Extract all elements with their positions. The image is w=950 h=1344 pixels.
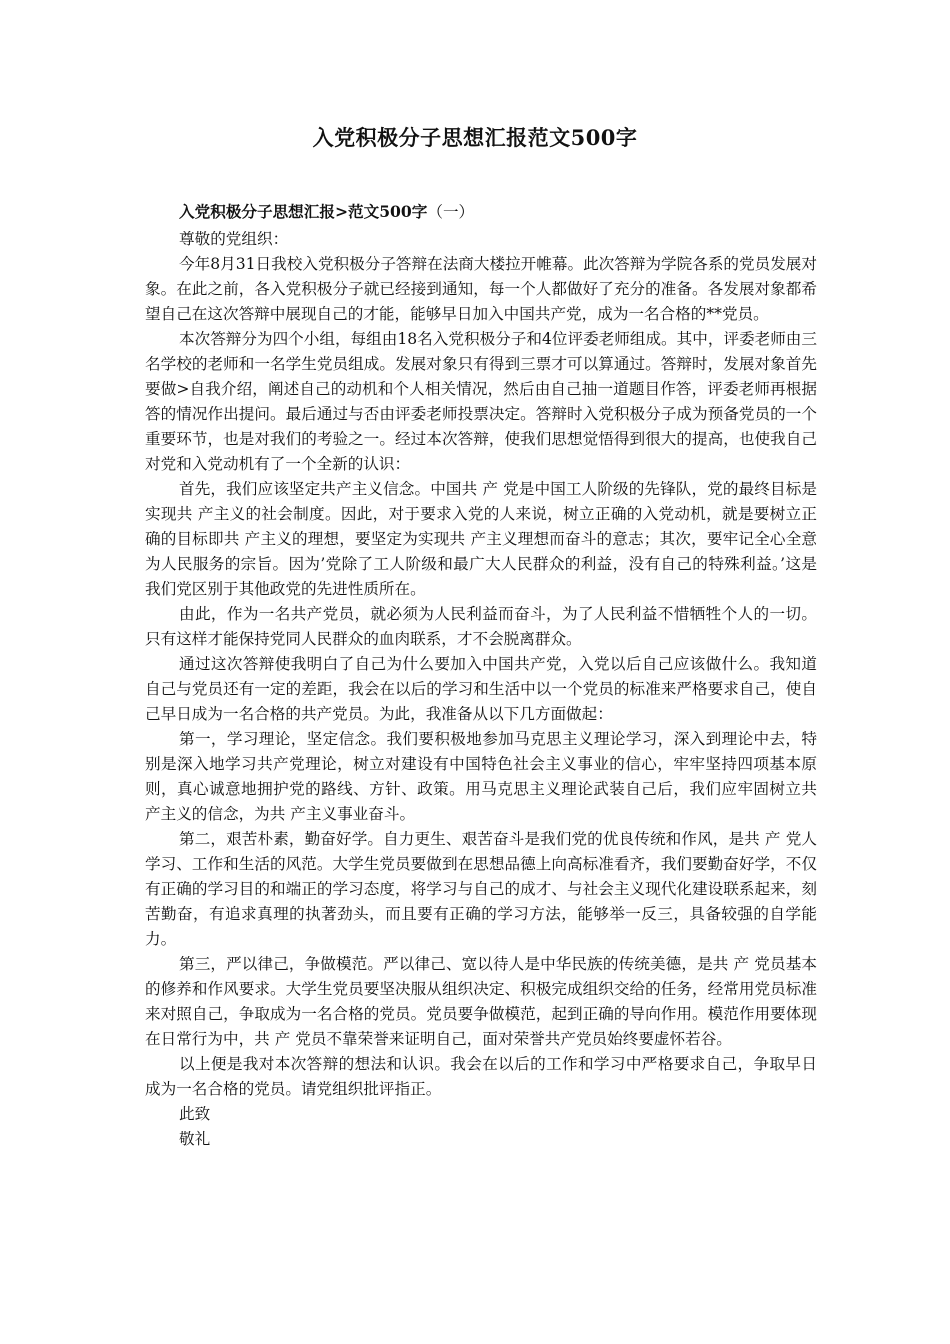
paragraph-point-one: 第一，学习理论，坚定信念。我们要积极地参加马克思主义理论学习，深入到理论中去，特别是深入地学习共产党理论，树立对建设有中国特色社会主义事业的信心，牢牢坚持四项基本原则，真心诚意地拥护党的路线、方针、政策。用马克思主义理论武装自己后，我们应牢固树立共 产主义的信念，为共 产主义事业奋斗。 — [145, 730, 817, 823]
paragraph-people-interest: 由此，作为一名共产党员，就必须为人民利益而奋斗，为了人民利益不惜牺牲个人的一切。只有这样才能保持党同人民群众的血肉联系，才不会脱离群众。 — [145, 605, 817, 648]
section-heading-text: 入党积极分子思想汇报>范文500字 — [179, 202, 428, 221]
closing-line-2: 敬礼 — [179, 1130, 211, 1148]
paragraph-point-two: 第二，艰苦朴素，勤奋好学。自力更生、艰苦奋斗是我们党的优良传统和作风，是共 产 党人学习、工作和生活的风范。大学生党员要做到在思想品德上向高标准看齐，我们要勤奋好学，不仅有正确的学习目的和端正的学习态度，将学习与自己的成才、与社会主义现代化建设联系起来，刻苦勤奋，有追求真理的执著劲头，而且要有正确的学习方法，能够举一反三，具备较强的自学能力。 — [145, 830, 817, 948]
document-title: 入党积极分子思想汇报范文500字 — [312, 125, 638, 150]
paragraph-answer-event: 今年8月31日我校入党积极分子答辩在法商大楼拉开帷幕。此次答辩为学院各系的党员发展对象。在此之前，各入党积极分子就已经接到通知，每一个人都做好了充分的准备。各发展对象都希望自己在这次答辩中展现自己的才能，能够早日加入中国共产党，成为一名合格的**党员。 — [145, 255, 817, 323]
paragraph-answer-format: 本次答辩分为四个小组，每组由18名入党积极分子和4位评委老师组成。其中，评委老师由三名学校的老师和一名学生党员组成。发展对象只有得到三票才可以算通过。答辩时，发展对象首先要做>自我介绍，阐述自己的动机和个人相关情况，然后由自己抽一道题目作答，评委老师再根据答的情况作出提问。最后通过与否由评委老师投票决定。答辩时入党积极分子成为预备党员的一个重要环节，也是对我们的考验之一。经过本次答辩，使我们思想觉悟得到很大的提高，也使我自己对党和入党动机有了一个全新的认识： — [145, 330, 817, 473]
paragraph-point-three: 第三，严以律己，争做模范。严以律己、宽以待人是中华民族的传统美德，是共 产 党员基本的修养和作风要求。大学生党员要坚决服从组织决定、积极完成组织交给的任务，经常用党员标准来对照自己，争取成为一名合格的党员。党员要争做模范，起到正确的导向作用。模范作用要体现在日常行为中，共 产 党员不靠荣誉来证明自己，面对荣誉共产党员始终要虚怀若谷。 — [145, 955, 817, 1048]
document-body — [145, 199, 817, 1152]
paragraph-reflection: 通过这次答辩使我明白了自己为什么要加入中国共产党，入党以后自己应该做什么。我知道自己与党员还有一定的差距，我会在以后的学习和生活中以一个党员的标准来严格要求自己，使自己早日成为一名合格的共产党员。为此，我准备从以下几方面做起： — [145, 655, 817, 723]
section-heading-suffix: （一） — [427, 203, 475, 221]
section-heading — [145, 199, 817, 225]
closing-line-1: 此致 — [179, 1105, 211, 1123]
paragraph-first-belief: 首先，我们应该坚定共产主义信念。中国共 产 党是中国工人阶级的先锋队，党的最终目标是实现共 产主义的社会制度。因此，对于要求入党的人来说，树立正确的入党动机，就是要树立正确的目标即共 产主义的理想，要坚定为实现共 产主义理想而奋斗的意志；其次，要牢记全心全意为人民服务的宗旨。因为’党除了工人阶级和最广大人民群众的利益，没有自己的特殊利益。’这是我们党区别于其他政党的先进性质所在。 — [145, 480, 817, 598]
paragraph-conclusion: 以上便是我对本次答辩的想法和认识。我会在以后的工作和学习中严格要求自己，争取早日成为一名合格的党员。请党组织批评指正。 — [145, 1055, 817, 1098]
salutation: 尊敬的党组织： — [179, 230, 289, 248]
